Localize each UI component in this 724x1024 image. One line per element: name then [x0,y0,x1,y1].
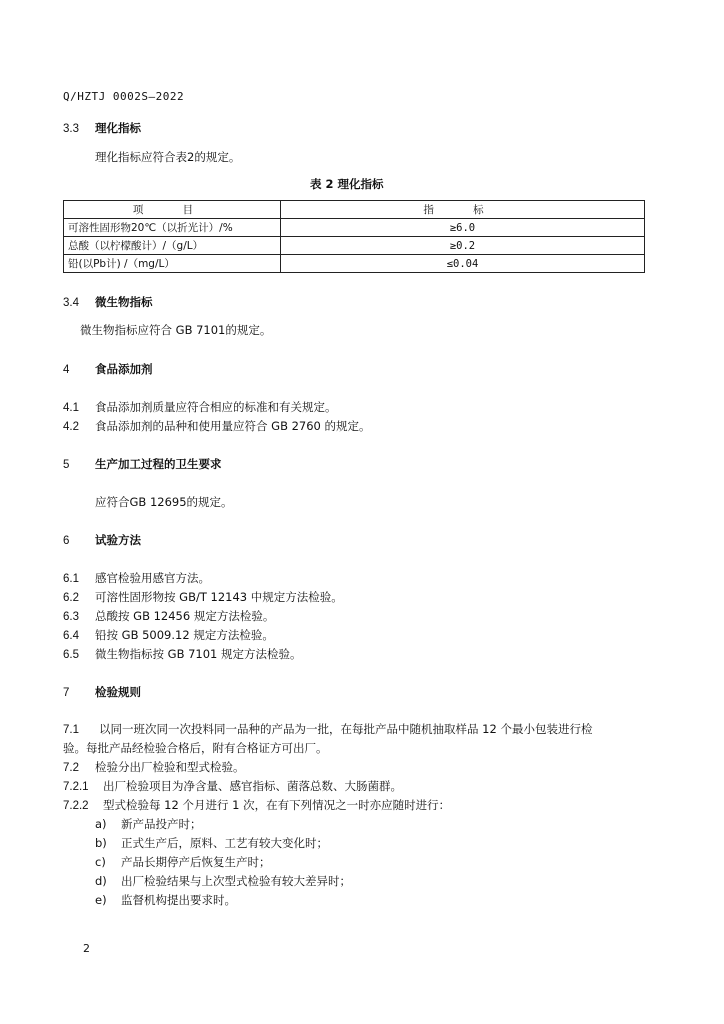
clause-7-2-2 [63,797,450,813]
clause-number: 6.1 [63,573,79,585]
clause-4-1 [63,399,337,415]
clause-text: 微生物指标按 GB 7101 规定方法检验。 [95,647,302,661]
list-item [95,873,351,889]
section-number: 3.4 [63,297,79,309]
section-number: 7 [63,687,70,699]
list-item [95,835,328,851]
clause-number: 6.3 [63,611,79,623]
clause-6-1 [63,570,210,586]
section-number: 6 [63,535,70,547]
clause-text: 铅按 GB 5009.12 规定方法检验。 [95,628,274,642]
clause-number: 7.2.2 [63,800,89,812]
clause-number: 7.2.1 [63,781,89,793]
clause-text: 食品添加剂的品种和使用量应符合 GB 2760 的规定。 [95,419,371,433]
list-marker: b) [95,836,107,850]
clause-text: 食品添加剂质量应符合相应的标准和有关规定。 [95,400,337,414]
section-title: 生产加工过程的卫生要求 [95,457,222,471]
row-item: 铅(以Pb计) /（mg/L） [64,255,281,273]
list-text: 产品长期停产后恢复生产时； [121,855,271,869]
clause-number: 7.2 [63,762,79,774]
section-3-4-body: 微生物指标应符合 GB 7101的规定。 [80,323,272,337]
page-number: 2 [83,942,90,955]
list-text: 出厂检验结果与上次型式检验有较大差异时； [121,874,351,888]
clause-text: 感官检验用感官方法。 [95,571,210,585]
list-text: 新产品投产时； [121,817,202,831]
section-number: 3.3 [63,123,79,135]
table-2 [63,200,645,273]
table-2-caption: 表 2 理化指标 [310,177,384,191]
clause-text: 总酸按 GB 12456 规定方法检验。 [95,609,275,623]
list-item [95,892,236,908]
clause-number: 4.2 [63,421,79,433]
list-item [95,816,202,832]
clause-number: 7.1 [63,724,79,736]
clause-text: 型式检验每 12 个月进行 1 次，在有下列情况之一时亦应随时进行： [103,798,451,812]
clause-6-4 [63,627,274,643]
section-4-heading [63,361,153,377]
section-5-body: 应符合GB 12695的规定。 [95,495,233,509]
section-title: 食品添加剂 [95,362,153,376]
section-title: 理化指标 [95,121,141,135]
table-row [64,255,645,273]
list-marker: a) [95,817,107,831]
list-text: 监督机构提出要求时。 [121,893,236,907]
clause-6-5 [63,646,302,662]
section-title: 微生物指标 [95,295,153,309]
column-header-item: 项 目 [64,201,281,219]
clause-text: 可溶性固形物按 GB/T 12143 中规定方法检验。 [95,590,343,604]
section-7-heading [63,684,141,700]
clause-4-2 [63,418,371,434]
clause-6-3 [63,608,274,624]
section-3-3-body: 理化指标应符合表2的规定。 [95,150,241,164]
table-row [64,219,645,237]
row-value: ≤0.04 [281,255,645,273]
clause-7-1-line-1 [63,721,592,737]
clause-number: 4.1 [63,402,79,414]
document-header: Q/HZTJ 0002S—2022 [63,90,185,103]
row-value: ≥6.0 [281,219,645,237]
section-title: 试验方法 [95,533,141,547]
list-marker: c) [95,855,106,869]
row-value: ≥0.2 [281,237,645,255]
list-text: 正式生产后，原料、工艺有较大变化时； [121,836,328,850]
clause-7-2 [63,759,245,775]
row-item: 可溶性固形物20℃（以折光计）/% [64,219,281,237]
table-row [64,237,645,255]
section-number: 4 [63,364,70,376]
table-header-row [64,201,645,219]
list-marker: d) [95,874,107,888]
clause-6-2 [63,589,343,605]
clause-number: 6.2 [63,592,79,604]
section-title: 检验规则 [95,685,141,699]
row-item: 总酸（以柠檬酸计）/（g/L） [64,237,281,255]
clause-number: 6.4 [63,630,79,642]
clause-text: 检验分出厂检验和型式检验。 [95,760,245,774]
section-6-heading [63,532,141,548]
list-marker: e) [95,893,107,907]
clause-7-2-1 [63,778,402,794]
clause-text: 出厂检验项目为净含量、感官指标、菌落总数、大肠菌群。 [103,779,402,793]
clause-number: 6.5 [63,649,79,661]
section-3-4-heading [63,294,153,310]
section-number: 5 [63,459,70,471]
list-item [95,854,271,870]
clause-text: 以同一班次同一次投料同一品种的产品为一批，在每批产品中随机抽取样品 12 个最小包装进行检 [99,722,593,736]
section-3-3-heading [63,120,141,136]
clause-7-1-line-2: 验。每批产品经检验合格后，附有合格证方可出厂。 [63,741,328,755]
column-header-index: 指 标 [281,201,645,219]
section-5-heading [63,456,222,472]
